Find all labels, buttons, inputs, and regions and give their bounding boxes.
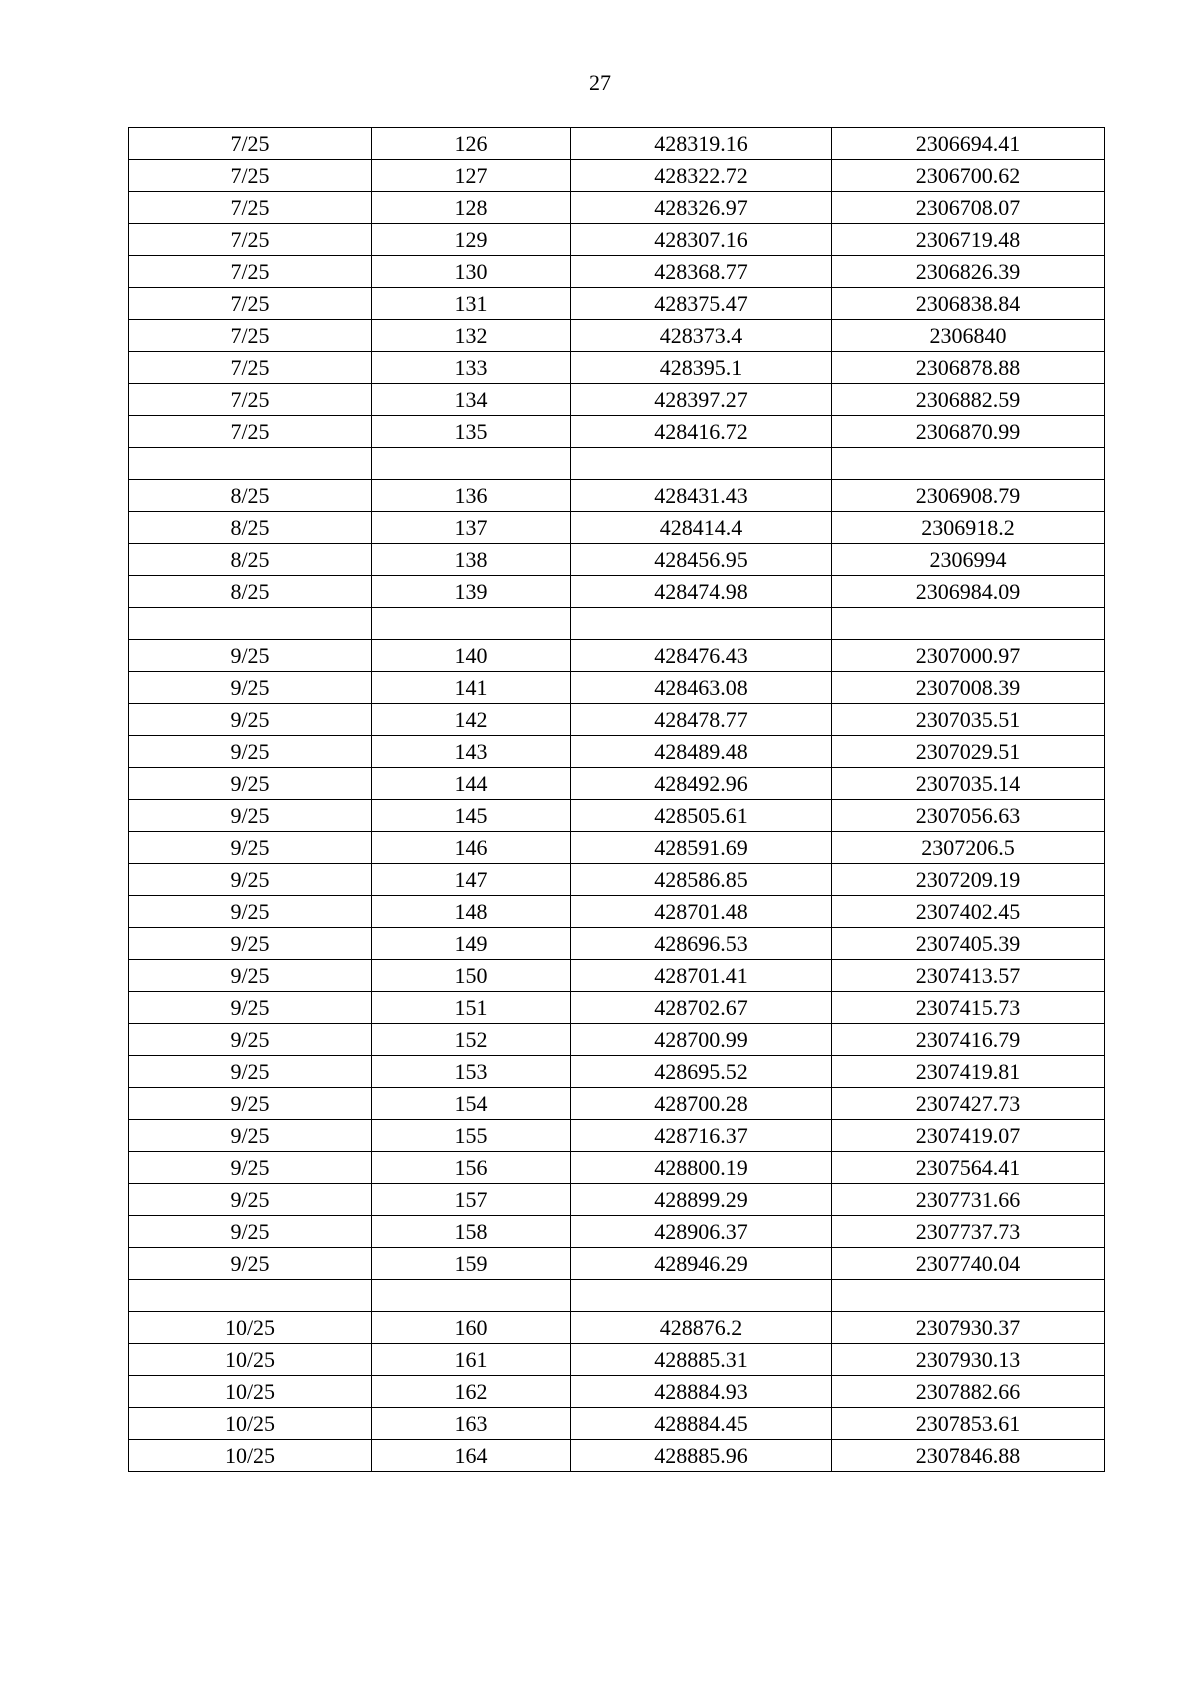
table-row bbox=[129, 288, 1105, 320]
x-coordinate-cell: 428492.96 bbox=[571, 768, 832, 800]
sheet-cell: 9/25 bbox=[129, 928, 372, 960]
point-number-cell: 150 bbox=[372, 960, 571, 992]
table-row bbox=[129, 1056, 1105, 1088]
table-row bbox=[129, 1024, 1105, 1056]
x-coordinate-cell: 428586.85 bbox=[571, 864, 832, 896]
sheet-cell: 9/25 bbox=[129, 992, 372, 1024]
sheet-cell: 7/25 bbox=[129, 192, 372, 224]
sheet-cell: 9/25 bbox=[129, 1184, 372, 1216]
x-coordinate-cell: 428899.29 bbox=[571, 1184, 832, 1216]
point-number-cell: 141 bbox=[372, 672, 571, 704]
sheet-cell: 9/25 bbox=[129, 864, 372, 896]
y-coordinate-cell: 2306984.09 bbox=[832, 576, 1105, 608]
point-number-cell: 161 bbox=[372, 1344, 571, 1376]
y-coordinate-cell: 2307029.51 bbox=[832, 736, 1105, 768]
sheet-cell: 10/25 bbox=[129, 1312, 372, 1344]
sheet-cell: 10/25 bbox=[129, 1440, 372, 1472]
x-coordinate-cell: 428716.37 bbox=[571, 1120, 832, 1152]
point-number-cell bbox=[372, 1280, 571, 1312]
y-coordinate-cell: 2307419.07 bbox=[832, 1120, 1105, 1152]
table-row bbox=[129, 1408, 1105, 1440]
x-coordinate-cell: 428463.08 bbox=[571, 672, 832, 704]
table-row bbox=[129, 768, 1105, 800]
sheet-cell: 9/25 bbox=[129, 736, 372, 768]
x-coordinate-cell: 428474.98 bbox=[571, 576, 832, 608]
table-row bbox=[129, 512, 1105, 544]
sheet-cell: 7/25 bbox=[129, 352, 372, 384]
table-row bbox=[129, 1184, 1105, 1216]
point-number-cell: 156 bbox=[372, 1152, 571, 1184]
x-coordinate-cell: 428591.69 bbox=[571, 832, 832, 864]
point-number-cell bbox=[372, 608, 571, 640]
sheet-cell: 10/25 bbox=[129, 1344, 372, 1376]
separator-row bbox=[129, 608, 1105, 640]
table-row bbox=[129, 352, 1105, 384]
point-number-cell: 159 bbox=[372, 1248, 571, 1280]
table-row bbox=[129, 672, 1105, 704]
x-coordinate-cell: 428876.2 bbox=[571, 1312, 832, 1344]
point-number-cell: 148 bbox=[372, 896, 571, 928]
x-coordinate-cell: 428696.53 bbox=[571, 928, 832, 960]
sheet-cell: 10/25 bbox=[129, 1376, 372, 1408]
x-coordinate-cell: 428478.77 bbox=[571, 704, 832, 736]
sheet-cell: 8/25 bbox=[129, 512, 372, 544]
sheet-cell: 7/25 bbox=[129, 288, 372, 320]
x-coordinate-cell: 428701.41 bbox=[571, 960, 832, 992]
x-coordinate-cell: 428395.1 bbox=[571, 352, 832, 384]
table-row bbox=[129, 1312, 1105, 1344]
table-row bbox=[129, 1216, 1105, 1248]
y-coordinate-cell: 2307413.57 bbox=[832, 960, 1105, 992]
y-coordinate-cell: 2307008.39 bbox=[832, 672, 1105, 704]
x-coordinate-cell: 428700.28 bbox=[571, 1088, 832, 1120]
sheet-cell: 9/25 bbox=[129, 1152, 372, 1184]
table-row bbox=[129, 320, 1105, 352]
point-number-cell: 160 bbox=[372, 1312, 571, 1344]
point-number-cell: 153 bbox=[372, 1056, 571, 1088]
y-coordinate-cell: 2306838.84 bbox=[832, 288, 1105, 320]
table-row bbox=[129, 704, 1105, 736]
sheet-cell: 9/25 bbox=[129, 1056, 372, 1088]
point-number-cell: 132 bbox=[372, 320, 571, 352]
table-row bbox=[129, 960, 1105, 992]
point-number-cell: 128 bbox=[372, 192, 571, 224]
point-number-cell: 138 bbox=[372, 544, 571, 576]
point-number-cell: 130 bbox=[372, 256, 571, 288]
y-coordinate-cell: 2307740.04 bbox=[832, 1248, 1105, 1280]
y-coordinate-cell: 2306878.88 bbox=[832, 352, 1105, 384]
point-number-cell: 137 bbox=[372, 512, 571, 544]
y-coordinate-cell: 2307930.13 bbox=[832, 1344, 1105, 1376]
table-row bbox=[129, 480, 1105, 512]
sheet-cell: 7/25 bbox=[129, 160, 372, 192]
sheet-cell: 9/25 bbox=[129, 960, 372, 992]
sheet-cell: 9/25 bbox=[129, 832, 372, 864]
y-coordinate-cell bbox=[832, 608, 1105, 640]
point-number-cell: 158 bbox=[372, 1216, 571, 1248]
y-coordinate-cell: 2306719.48 bbox=[832, 224, 1105, 256]
x-coordinate-cell: 428373.4 bbox=[571, 320, 832, 352]
table-row bbox=[129, 192, 1105, 224]
coordinate-table bbox=[128, 127, 1105, 1472]
sheet-cell: 9/25 bbox=[129, 1248, 372, 1280]
point-number-cell: 155 bbox=[372, 1120, 571, 1152]
table-row bbox=[129, 128, 1105, 160]
sheet-cell: 9/25 bbox=[129, 800, 372, 832]
sheet-cell: 8/25 bbox=[129, 576, 372, 608]
y-coordinate-cell: 2307731.66 bbox=[832, 1184, 1105, 1216]
y-coordinate-cell: 2307419.81 bbox=[832, 1056, 1105, 1088]
point-number-cell: 135 bbox=[372, 416, 571, 448]
y-coordinate-cell: 2307737.73 bbox=[832, 1216, 1105, 1248]
x-coordinate-cell bbox=[571, 608, 832, 640]
point-number-cell: 126 bbox=[372, 128, 571, 160]
point-number-cell: 146 bbox=[372, 832, 571, 864]
table-row bbox=[129, 1152, 1105, 1184]
table-row bbox=[129, 864, 1105, 896]
sheet-cell: 9/25 bbox=[129, 768, 372, 800]
x-coordinate-cell bbox=[571, 448, 832, 480]
y-coordinate-cell: 2307882.66 bbox=[832, 1376, 1105, 1408]
x-coordinate-cell bbox=[571, 1280, 832, 1312]
table-row bbox=[129, 1248, 1105, 1280]
y-coordinate-cell: 2307035.14 bbox=[832, 768, 1105, 800]
point-number-cell: 154 bbox=[372, 1088, 571, 1120]
y-coordinate-cell: 2306700.62 bbox=[832, 160, 1105, 192]
point-number-cell: 157 bbox=[372, 1184, 571, 1216]
sheet-cell: 7/25 bbox=[129, 256, 372, 288]
x-coordinate-cell: 428800.19 bbox=[571, 1152, 832, 1184]
y-coordinate-cell: 2306908.79 bbox=[832, 480, 1105, 512]
point-number-cell: 134 bbox=[372, 384, 571, 416]
point-number-cell: 143 bbox=[372, 736, 571, 768]
y-coordinate-cell: 2307209.19 bbox=[832, 864, 1105, 896]
x-coordinate-cell: 428885.96 bbox=[571, 1440, 832, 1472]
y-coordinate-cell: 2307853.61 bbox=[832, 1408, 1105, 1440]
x-coordinate-cell: 428906.37 bbox=[571, 1216, 832, 1248]
point-number-cell: 151 bbox=[372, 992, 571, 1024]
table-row bbox=[129, 1376, 1105, 1408]
table-row bbox=[129, 832, 1105, 864]
point-number-cell: 129 bbox=[372, 224, 571, 256]
x-coordinate-cell: 428700.99 bbox=[571, 1024, 832, 1056]
point-number-cell: 139 bbox=[372, 576, 571, 608]
separator-row bbox=[129, 1280, 1105, 1312]
sheet-cell: 7/25 bbox=[129, 384, 372, 416]
point-number-cell: 145 bbox=[372, 800, 571, 832]
sheet-cell: 9/25 bbox=[129, 1216, 372, 1248]
sheet-cell: 7/25 bbox=[129, 416, 372, 448]
y-coordinate-cell: 2307405.39 bbox=[832, 928, 1105, 960]
y-coordinate-cell: 2307035.51 bbox=[832, 704, 1105, 736]
point-number-cell: 127 bbox=[372, 160, 571, 192]
x-coordinate-cell: 428322.72 bbox=[571, 160, 832, 192]
table-row bbox=[129, 1088, 1105, 1120]
sheet-cell: 7/25 bbox=[129, 224, 372, 256]
x-coordinate-cell: 428319.16 bbox=[571, 128, 832, 160]
sheet-cell: 9/25 bbox=[129, 672, 372, 704]
table-row bbox=[129, 416, 1105, 448]
y-coordinate-cell: 2307427.73 bbox=[832, 1088, 1105, 1120]
x-coordinate-cell: 428397.27 bbox=[571, 384, 832, 416]
table-row bbox=[129, 928, 1105, 960]
x-coordinate-cell: 428885.31 bbox=[571, 1344, 832, 1376]
y-coordinate-cell: 2306870.99 bbox=[832, 416, 1105, 448]
x-coordinate-cell: 428702.67 bbox=[571, 992, 832, 1024]
table-row bbox=[129, 736, 1105, 768]
x-coordinate-cell: 428695.52 bbox=[571, 1056, 832, 1088]
sheet-cell bbox=[129, 448, 372, 480]
y-coordinate-cell: 2307564.41 bbox=[832, 1152, 1105, 1184]
x-coordinate-cell: 428476.43 bbox=[571, 640, 832, 672]
y-coordinate-cell: 2306918.2 bbox=[832, 512, 1105, 544]
table-row bbox=[129, 576, 1105, 608]
x-coordinate-cell: 428489.48 bbox=[571, 736, 832, 768]
x-coordinate-cell: 428884.45 bbox=[571, 1408, 832, 1440]
point-number-cell bbox=[372, 448, 571, 480]
y-coordinate-cell: 2306994 bbox=[832, 544, 1105, 576]
point-number-cell: 140 bbox=[372, 640, 571, 672]
x-coordinate-cell: 428414.4 bbox=[571, 512, 832, 544]
y-coordinate-cell: 2306694.41 bbox=[832, 128, 1105, 160]
table-row bbox=[129, 1344, 1105, 1376]
y-coordinate-cell: 2306708.07 bbox=[832, 192, 1105, 224]
x-coordinate-cell: 428701.48 bbox=[571, 896, 832, 928]
point-number-cell: 131 bbox=[372, 288, 571, 320]
point-number-cell: 133 bbox=[372, 352, 571, 384]
sheet-cell: 9/25 bbox=[129, 640, 372, 672]
page-number: 27 bbox=[589, 70, 611, 95]
sheet-cell bbox=[129, 1280, 372, 1312]
sheet-cell: 10/25 bbox=[129, 1408, 372, 1440]
sheet-cell: 7/25 bbox=[129, 128, 372, 160]
x-coordinate-cell: 428505.61 bbox=[571, 800, 832, 832]
point-number-cell: 147 bbox=[372, 864, 571, 896]
y-coordinate-cell: 2307415.73 bbox=[832, 992, 1105, 1024]
point-number-cell: 164 bbox=[372, 1440, 571, 1472]
point-number-cell: 162 bbox=[372, 1376, 571, 1408]
table-row bbox=[129, 256, 1105, 288]
sheet-cell: 8/25 bbox=[129, 544, 372, 576]
y-coordinate-cell: 2307416.79 bbox=[832, 1024, 1105, 1056]
y-coordinate-cell: 2306826.39 bbox=[832, 256, 1105, 288]
point-number-cell: 163 bbox=[372, 1408, 571, 1440]
y-coordinate-cell: 2306840 bbox=[832, 320, 1105, 352]
point-number-cell: 144 bbox=[372, 768, 571, 800]
table-row bbox=[129, 896, 1105, 928]
x-coordinate-cell: 428326.97 bbox=[571, 192, 832, 224]
point-number-cell: 149 bbox=[372, 928, 571, 960]
point-number-cell: 152 bbox=[372, 1024, 571, 1056]
y-coordinate-cell: 2307000.97 bbox=[832, 640, 1105, 672]
y-coordinate-cell: 2307930.37 bbox=[832, 1312, 1105, 1344]
coordinate-table-body bbox=[129, 128, 1105, 1472]
x-coordinate-cell: 428375.47 bbox=[571, 288, 832, 320]
sheet-cell: 9/25 bbox=[129, 1088, 372, 1120]
point-number-cell: 142 bbox=[372, 704, 571, 736]
x-coordinate-cell: 428884.93 bbox=[571, 1376, 832, 1408]
sheet-cell: 9/25 bbox=[129, 704, 372, 736]
table-row bbox=[129, 384, 1105, 416]
table-row bbox=[129, 1120, 1105, 1152]
y-coordinate-cell: 2307056.63 bbox=[832, 800, 1105, 832]
x-coordinate-cell: 428416.72 bbox=[571, 416, 832, 448]
sheet-cell: 7/25 bbox=[129, 320, 372, 352]
sheet-cell: 9/25 bbox=[129, 1024, 372, 1056]
y-coordinate-cell: 2307402.45 bbox=[832, 896, 1105, 928]
x-coordinate-cell: 428456.95 bbox=[571, 544, 832, 576]
table-row bbox=[129, 992, 1105, 1024]
y-coordinate-cell: 2306882.59 bbox=[832, 384, 1105, 416]
sheet-cell: 9/25 bbox=[129, 896, 372, 928]
y-coordinate-cell: 2307206.5 bbox=[832, 832, 1105, 864]
x-coordinate-cell: 428946.29 bbox=[571, 1248, 832, 1280]
point-number-cell: 136 bbox=[372, 480, 571, 512]
sheet-cell bbox=[129, 608, 372, 640]
x-coordinate-cell: 428307.16 bbox=[571, 224, 832, 256]
table-row bbox=[129, 160, 1105, 192]
sheet-cell: 9/25 bbox=[129, 1120, 372, 1152]
y-coordinate-cell: 2307846.88 bbox=[832, 1440, 1105, 1472]
table-row bbox=[129, 640, 1105, 672]
sheet-cell: 8/25 bbox=[129, 480, 372, 512]
separator-row bbox=[129, 448, 1105, 480]
y-coordinate-cell bbox=[832, 448, 1105, 480]
table-row bbox=[129, 544, 1105, 576]
y-coordinate-cell bbox=[832, 1280, 1105, 1312]
x-coordinate-cell: 428431.43 bbox=[571, 480, 832, 512]
x-coordinate-cell: 428368.77 bbox=[571, 256, 832, 288]
table-row bbox=[129, 800, 1105, 832]
table-row bbox=[129, 224, 1105, 256]
table-row bbox=[129, 1440, 1105, 1472]
